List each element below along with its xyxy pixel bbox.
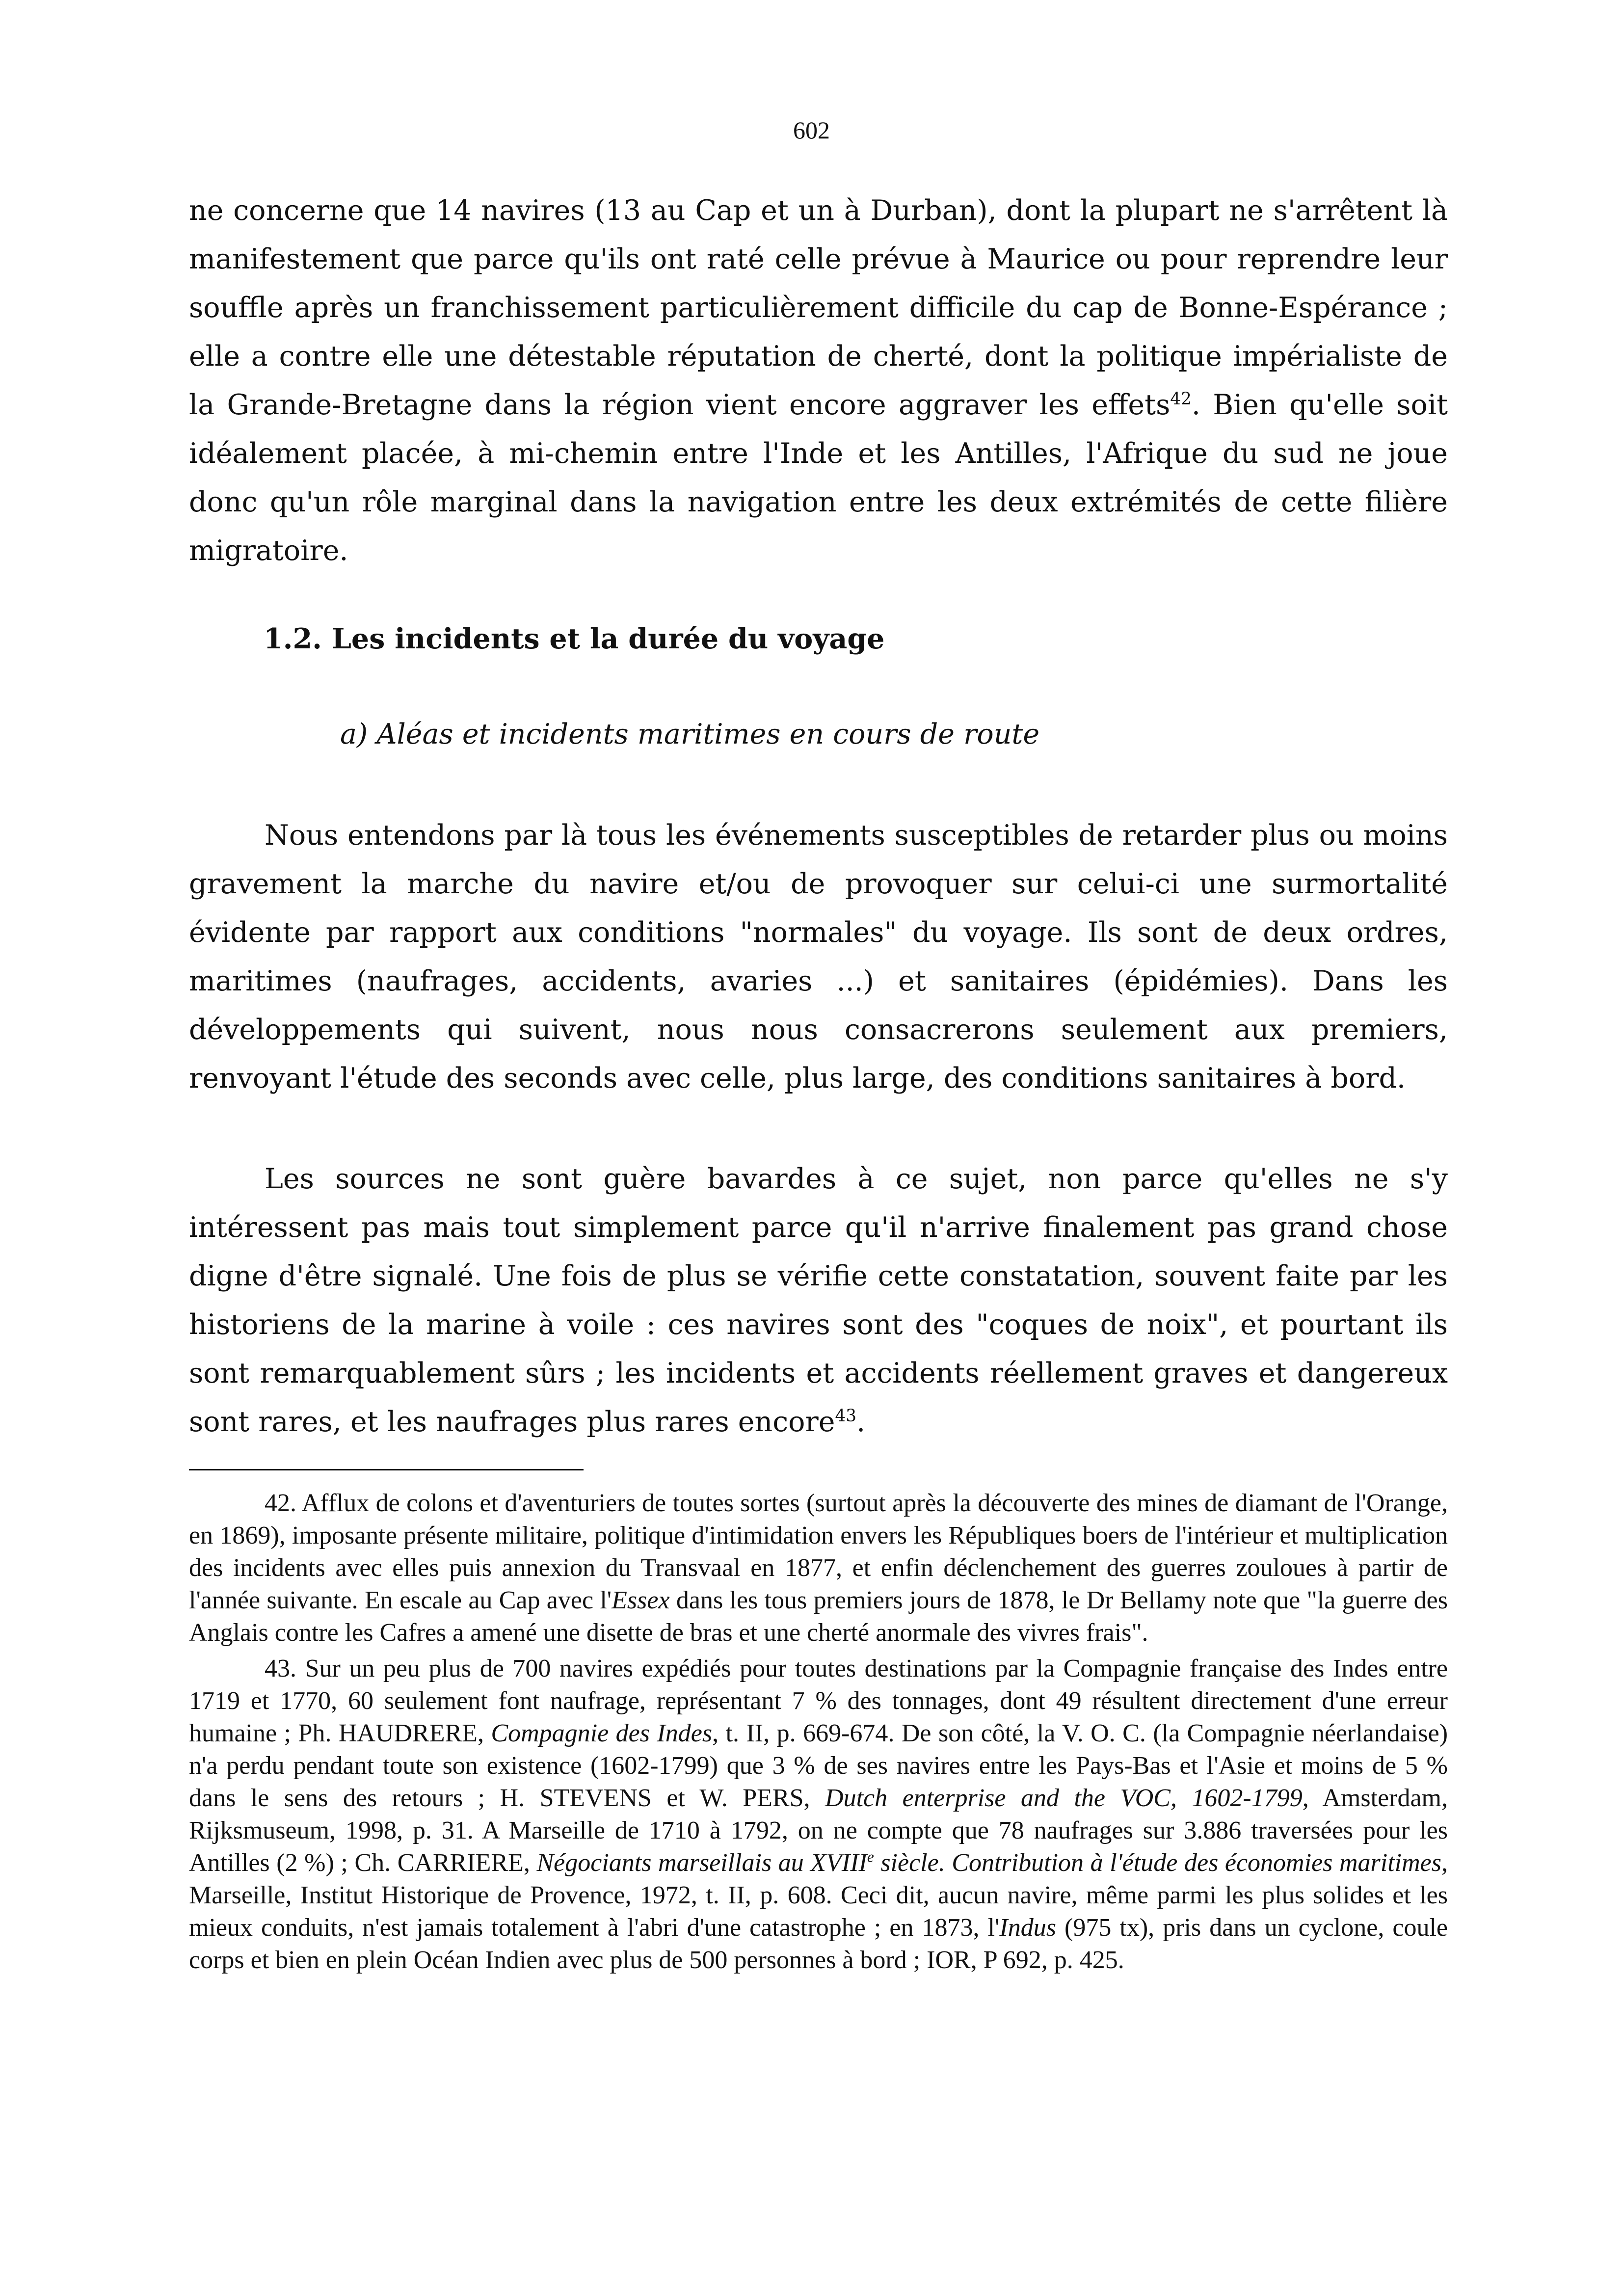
paragraph-continuation [189, 187, 1448, 575]
footnote-italic: Dutch enterprise and the VOC, 1602-1799 [825, 1784, 1303, 1812]
paragraph: Nous entendons par là tous les événements susceptibles de retarder plus ou moins gravement la marche du navire et/ou de provoquer sur celui-ci une surmortalité évidente par rapport aux conditions "normales" du voyage. Ils sont de deux ordres, maritimes (naufrages, accidents, avaries ...) et sanitaires (épidémies). Dans les développements qui suivent, nous nous consacrerons seulement aux premiers, renvoyant l'étude des seconds avec celle, plus large, des conditions sanitaires à bord. [189, 819, 1448, 1095]
paragraph-text: ne concerne que 14 navires (13 au Cap et un à Durban), dont la plupart ne s'arrêtent là manifestement que parce qu'ils ont raté celle prévue à Maurice ou pour reprendre leur souffle après un franchissement particulièrement difficile du cap de Bonne-Espérance ; elle a contre elle une détestable réputation de cherté, dont la politique impérialiste de la Grande-Bretagne dans la région vient encore aggraver les effets [189, 194, 1448, 421]
footnote-text: 43. Sur un peu plus de 700 navires expédiés pour toutes destinations par la Compagnie française des Indes entre 1719 et 1770, 60 seulement font naufrage, représentant 7 % des tonnages, dont 49 résultent directement d'une erreur humaine ; Ph. HAUDRERE, [189, 1655, 1448, 1747]
subsection-heading: a) Aléas et incidents maritimes en cours de route [340, 718, 1040, 750]
footnote-italic: Compagnie des Indes [491, 1719, 713, 1747]
paragraph-text: . [856, 1406, 866, 1438]
footnote-separator [189, 1469, 584, 1470]
footnote-text: Négociants marseillais au XVIII [536, 1849, 867, 1877]
footnote-text: siècle. Contribution à l'étude des économies maritimes [874, 1849, 1441, 1877]
footnote-text: (975 tx), pris dans un cyclone, coule corps et bien en plein Océan Indien avec plus de 500 personnes à bord ; IOR, P 692, p. 425. [189, 1914, 1448, 1974]
footnote-text: , Amsterdam, Rijksmuseum, 1998, p. 31. A Marseille de 1710 à 1792, on ne compte que 78 naufrages sur 3.886 traversées pour les Antilles (2 %) ; Ch. CARRIERE, [189, 1784, 1448, 1877]
footnote-text: , t. II, p. 669-674. De son côté, la V. O. C. (la Compagnie néerlandaise) n'a perdu pendant toute son existence (1602-1799) que 3 % de ses navires entre les Pays-Bas et l'Asie et moins de 5 % dans le sens des retours ; H. STEVENS et W. PERS, [189, 1719, 1448, 1812]
page-number: 602 [793, 116, 830, 144]
footnote-italic [536, 1849, 1441, 1877]
footnote-text: , Marseille, Institut Historique de Provence, 1972, t. II, p. 608. Ceci dit, aucun navire, même parmi les plus solides et les mieux conduits, n'est jamais totalement à l'abri d'une catastrophe ; en 1873, l' [189, 1849, 1448, 1942]
footnote-ref-42[interactable]: 42 [1170, 389, 1192, 409]
paragraph [189, 1155, 1448, 1446]
footnote-italic: Essex [612, 1586, 670, 1614]
footnote-text: 42. Afflux de colons et d'aventuriers de toutes sortes (surtout après la découverte des mines de diamant de l'Orange, en 1869), imposante présente militaire, politique d'intimidation envers les Républiques boers de l'intérieur et multiplication des incidents avec elles puis annexion du Transvaal en 1877, et enfin déclenchement des guerres zouloues à partir de l'année suivante. En escale au Cap avec l' [189, 1489, 1448, 1614]
footnote-italic: Indus [999, 1914, 1056, 1942]
footnote-text: dans les tous premiers jours de 1878, le Dr Bellamy note que "la guerre des Anglais contre les Cafres a amené une disette de bras et une cherté anormale des vivres frais". [189, 1586, 1448, 1647]
footnote-42 [189, 1487, 1448, 1649]
footnotes [189, 1487, 1448, 1980]
footnote-ref-43[interactable]: 43 [835, 1406, 856, 1426]
paragraph-text: Les sources ne sont guère bavardes à ce sujet, non parce qu'elles ne s'y intéressent pas mais tout simplement parce qu'il n'arrive finalement pas grand chose digne d'être signalé. Une fois de plus se vérifie cette constatation, souvent faite par les historiens de la marine à voile : ces navires sont des "coques de noix", et pourtant ils sont remarquablement sûrs ; les incidents et accidents réellement graves et dangereux sont rares, et les naufrages plus rares encore [189, 1163, 1448, 1438]
superscript: e [867, 1848, 874, 1866]
footnote-43 [189, 1653, 1448, 1976]
paragraph-text: . Bien qu'elle soit idéalement placée, à mi-chemin entre l'Inde et les Antilles, l'Afrique du sud ne joue donc qu'un rôle marginal dans la navigation entre les deux extrémités de cette filière migratoire. [189, 389, 1448, 567]
section-heading: 1.2. Les incidents et la durée du voyage [264, 622, 885, 655]
